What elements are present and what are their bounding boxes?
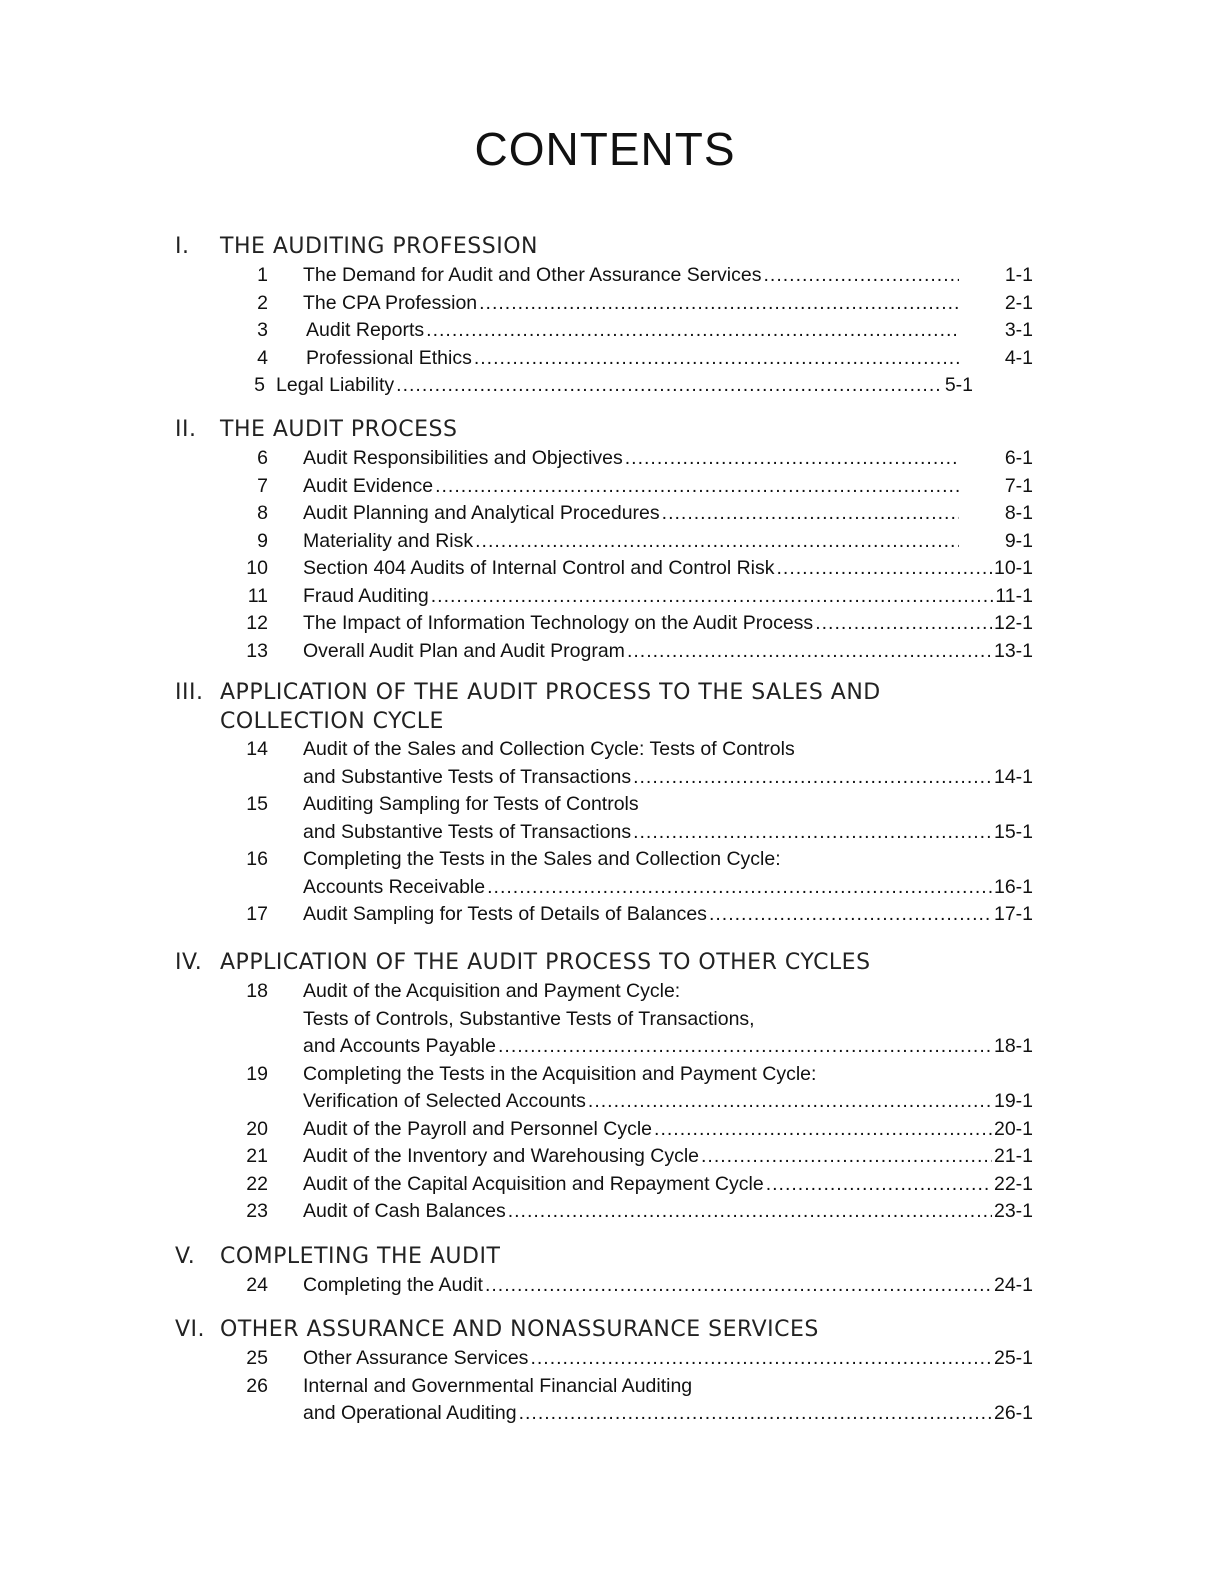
page-number: 4-1 bbox=[1004, 346, 1033, 369]
toc-entry[interactable] bbox=[0, 736, 1224, 791]
chapter-title: Fraud Auditing bbox=[303, 584, 429, 607]
chapter-title: Auditing Sampling for Tests of Controls bbox=[303, 793, 639, 815]
chapter-number: 11 bbox=[247, 584, 268, 607]
page-number: 6-1 bbox=[1004, 447, 1033, 469]
toc-entry[interactable] bbox=[0, 846, 1224, 901]
toc-entry[interactable] bbox=[0, 638, 1224, 666]
chapter-title: Section 404 Audits of Internal Control and Control Risk bbox=[303, 557, 775, 579]
toc-entry[interactable] bbox=[0, 528, 1224, 556]
chapter-number: 15 bbox=[246, 793, 268, 815]
chapter-number: 20 bbox=[246, 1117, 268, 1140]
toc-entry[interactable] bbox=[0, 317, 1224, 345]
dot-leader bbox=[627, 638, 992, 666]
dot-leader bbox=[588, 1088, 992, 1116]
chapter-title-line bbox=[303, 764, 1033, 792]
part-title: THE AUDITING PROFESSION bbox=[220, 234, 538, 259]
page-number: 2-1 bbox=[1004, 291, 1033, 314]
chapter-title: Audit Responsibilities and Objectives bbox=[303, 447, 623, 469]
chapter-title-line bbox=[303, 473, 1033, 501]
part-numeral: IV. bbox=[175, 950, 203, 975]
chapter-number: 23 bbox=[246, 1200, 268, 1222]
page-number: 15-1 bbox=[993, 820, 1033, 843]
page-number: 21-1 bbox=[993, 1145, 1033, 1167]
toc-entry[interactable] bbox=[0, 500, 1224, 528]
chapter-title: Audit Planning and Analytical Procedures bbox=[303, 502, 660, 524]
chapter-title: Audit of the Inventory and Warehousing Cycle bbox=[303, 1145, 699, 1167]
chapter-title-line bbox=[306, 317, 1033, 345]
part-heading bbox=[0, 415, 1224, 445]
chapter-number: 22 bbox=[246, 1172, 268, 1195]
chapter-title: Audit Evidence bbox=[303, 474, 434, 497]
part-heading bbox=[0, 948, 1224, 978]
chapter-title-line bbox=[303, 874, 1033, 902]
dot-leader bbox=[479, 290, 959, 318]
page-number: 12-1 bbox=[993, 612, 1033, 634]
dot-leader bbox=[662, 500, 959, 528]
chapter-number: 12 bbox=[246, 612, 268, 634]
part-title: OTHER ASSURANCE AND NONASSURANCE SERVICES bbox=[220, 1317, 819, 1342]
chapter-number: 7 bbox=[257, 474, 268, 497]
toc-part bbox=[0, 1242, 1224, 1300]
chapter-number: 24 bbox=[246, 1274, 268, 1296]
dot-leader bbox=[508, 1198, 992, 1226]
chapter-number: 14 bbox=[246, 738, 268, 760]
dot-leader bbox=[701, 1143, 992, 1171]
chapter-title: Professional Ethics bbox=[306, 346, 472, 369]
chapter-number: 8 bbox=[257, 502, 268, 524]
toc-entry[interactable] bbox=[0, 372, 1224, 400]
dot-leader bbox=[709, 901, 992, 929]
toc-entry[interactable] bbox=[0, 1143, 1224, 1171]
dot-leader bbox=[519, 1400, 992, 1428]
chapter-title-line bbox=[306, 345, 1033, 373]
toc-entry[interactable] bbox=[0, 473, 1224, 501]
chapter-title: Completing the Tests in the Acquisition and Payment Cycle: bbox=[303, 1062, 817, 1085]
part-heading bbox=[0, 1315, 1224, 1345]
dot-leader bbox=[654, 1116, 992, 1144]
dot-leader bbox=[766, 1171, 992, 1199]
dot-leader bbox=[474, 345, 959, 373]
part-numeral: II. bbox=[175, 417, 197, 442]
toc-entry[interactable] bbox=[0, 583, 1224, 611]
chapter-title: The Impact of Information Technology on the Audit Process bbox=[303, 612, 814, 634]
page-number: 5-1 bbox=[944, 374, 973, 396]
chapter-title: Completing the Audit bbox=[303, 1274, 483, 1296]
toc-part bbox=[0, 415, 1224, 665]
toc-entry[interactable] bbox=[0, 1198, 1224, 1226]
chapter-title-line bbox=[303, 1272, 1033, 1300]
chapter-title: Audit of Cash Balances bbox=[303, 1200, 506, 1222]
page-number: 3-1 bbox=[1004, 319, 1033, 341]
part-numeral: III. bbox=[175, 680, 204, 705]
page-number: 23-1 bbox=[993, 1200, 1033, 1222]
chapter-title-line bbox=[303, 1116, 1033, 1144]
chapter-title: and Substantive Tests of Transactions bbox=[303, 765, 632, 788]
chapter-title: Accounts Receivable bbox=[303, 875, 486, 898]
toc-entry[interactable] bbox=[0, 1345, 1224, 1373]
chapter-title-line bbox=[303, 1345, 1033, 1373]
chapter-number: 6 bbox=[257, 447, 268, 469]
page-title: CONTENTS bbox=[474, 123, 736, 175]
toc-part bbox=[0, 948, 1224, 1226]
dot-leader bbox=[633, 819, 992, 847]
chapter-title-line bbox=[303, 1171, 1033, 1199]
part-heading bbox=[0, 232, 1224, 262]
chapter-number: 26 bbox=[246, 1374, 268, 1397]
part-numeral: V. bbox=[175, 1244, 196, 1269]
chapter-title-line bbox=[303, 901, 1033, 929]
dot-leader bbox=[426, 317, 959, 345]
chapter-number: 16 bbox=[246, 848, 268, 870]
toc-entry[interactable] bbox=[0, 555, 1224, 583]
dot-leader bbox=[498, 1033, 992, 1061]
toc-entry[interactable] bbox=[0, 1171, 1224, 1199]
dot-leader bbox=[396, 372, 943, 400]
dot-leader bbox=[815, 610, 992, 638]
page-number: 11-1 bbox=[995, 584, 1033, 607]
part-numeral: I. bbox=[175, 234, 190, 259]
page-number: 13-1 bbox=[993, 639, 1033, 662]
chapter-title-line bbox=[303, 555, 1033, 583]
page-number: 14-1 bbox=[993, 765, 1033, 788]
chapter-title-line bbox=[303, 638, 1033, 666]
chapter-title: Audit of the Capital Acquisition and Repayment Cycle bbox=[303, 1172, 764, 1195]
page-number: 10-1 bbox=[993, 557, 1033, 579]
chapter-number: 21 bbox=[246, 1145, 268, 1167]
chapter-number: 3 bbox=[257, 319, 268, 341]
chapter-number: 5 bbox=[254, 374, 265, 396]
chapter-title-line bbox=[276, 372, 973, 400]
page-number: 26-1 bbox=[993, 1402, 1033, 1424]
dot-leader bbox=[633, 764, 992, 792]
toc-entry[interactable] bbox=[0, 262, 1224, 290]
dot-leader bbox=[487, 874, 992, 902]
toc-entry[interactable] bbox=[0, 1373, 1224, 1428]
toc-entry[interactable] bbox=[0, 610, 1224, 638]
chapter-number: 10 bbox=[246, 557, 268, 579]
chapter-title-line bbox=[303, 500, 1033, 528]
page-number: 22-1 bbox=[993, 1172, 1033, 1195]
chapter-number: 18 bbox=[246, 980, 268, 1002]
chapter-title-line bbox=[303, 1088, 1033, 1116]
page-number: 24-1 bbox=[993, 1274, 1033, 1296]
chapter-title-line bbox=[303, 528, 1033, 556]
dot-leader bbox=[530, 1345, 992, 1373]
chapter-title: Audit of the Acquisition and Payment Cycle: bbox=[303, 980, 681, 1002]
chapter-title: Audit Sampling for Tests of Details of Balances bbox=[303, 903, 707, 925]
chapter-number: 4 bbox=[257, 346, 268, 369]
toc-entry[interactable] bbox=[0, 1061, 1224, 1116]
toc-part bbox=[0, 678, 1224, 929]
page-number: 8-1 bbox=[1004, 502, 1033, 524]
page-number: 16-1 bbox=[993, 875, 1033, 898]
chapter-number: 1 bbox=[257, 264, 268, 286]
chapter-number: 19 bbox=[246, 1062, 268, 1085]
chapter-title: Legal Liability bbox=[276, 374, 395, 396]
page-number: 25-1 bbox=[993, 1347, 1033, 1369]
toc-entry[interactable] bbox=[0, 901, 1224, 929]
chapter-title: Completing the Tests in the Sales and Collection Cycle: bbox=[303, 848, 781, 870]
chapter-number: 2 bbox=[257, 291, 268, 314]
part-title: COMPLETING THE AUDIT bbox=[220, 1244, 501, 1269]
toc-entry[interactable] bbox=[0, 1272, 1224, 1300]
toc-entry[interactable] bbox=[0, 978, 1224, 1061]
chapter-title: Audit Reports bbox=[306, 319, 425, 341]
chapter-title: Internal and Governmental Financial Auditing bbox=[303, 1374, 693, 1397]
chapter-title-line bbox=[303, 1198, 1033, 1226]
page-number: 19-1 bbox=[993, 1090, 1033, 1112]
chapter-title: Materiality and Risk bbox=[303, 529, 474, 552]
chapter-title-line bbox=[303, 1033, 1033, 1061]
chapter-title-line bbox=[303, 1400, 1033, 1428]
chapter-title-line bbox=[303, 583, 1033, 611]
chapter-title-line bbox=[303, 819, 1033, 847]
page-number: 18-1 bbox=[993, 1035, 1033, 1057]
part-heading bbox=[0, 1242, 1224, 1272]
part-title: APPLICATION OF THE AUDIT PROCESS TO OTHER CYCLES bbox=[220, 950, 871, 975]
dot-leader bbox=[431, 583, 994, 611]
toc-entry[interactable] bbox=[0, 345, 1224, 373]
chapter-title: Audit of the Payroll and Personnel Cycle bbox=[303, 1117, 653, 1140]
dot-leader bbox=[764, 262, 959, 290]
chapter-title: and Accounts Payable bbox=[303, 1035, 496, 1057]
chapter-title-line bbox=[303, 262, 1033, 290]
dot-leader bbox=[485, 1272, 992, 1300]
dot-leader bbox=[777, 555, 992, 583]
toc-entry[interactable] bbox=[0, 1116, 1224, 1144]
chapter-title: Tests of Controls, Substantive Tests of Transactions, bbox=[303, 1007, 755, 1030]
page-number: 1-1 bbox=[1004, 264, 1033, 286]
part-title: THE AUDIT PROCESS bbox=[220, 417, 458, 442]
part-numeral: VI. bbox=[175, 1317, 206, 1342]
chapter-title: Overall Audit Plan and Audit Program bbox=[303, 639, 625, 662]
page-number: 7-1 bbox=[1004, 474, 1033, 497]
chapter-title: Verification of Selected Accounts bbox=[303, 1090, 586, 1112]
part-heading bbox=[0, 678, 1224, 736]
chapter-title: and Substantive Tests of Transactions bbox=[303, 820, 632, 843]
chapter-title-line bbox=[303, 290, 1033, 318]
toc-entry[interactable] bbox=[0, 445, 1224, 473]
chapter-number: 13 bbox=[246, 639, 268, 662]
toc-part bbox=[0, 232, 1224, 400]
dot-leader bbox=[625, 445, 959, 473]
toc-entry[interactable] bbox=[0, 290, 1224, 318]
page-number: 20-1 bbox=[993, 1117, 1033, 1140]
chapter-number: 9 bbox=[257, 529, 268, 552]
chapter-title: The CPA Profession bbox=[303, 291, 478, 314]
chapter-title-line bbox=[303, 445, 1033, 473]
chapter-title: The Demand for Audit and Other Assurance Services bbox=[303, 264, 762, 286]
page-number: 17-1 bbox=[993, 903, 1033, 925]
toc-entry[interactable] bbox=[0, 791, 1224, 846]
chapter-number: 17 bbox=[246, 903, 268, 925]
chapter-title-line bbox=[303, 1143, 1033, 1171]
chapter-title: and Operational Auditing bbox=[303, 1402, 517, 1424]
chapter-title: Other Assurance Services bbox=[303, 1347, 529, 1369]
chapter-title: Audit of the Sales and Collection Cycle: Tests of Controls bbox=[303, 738, 795, 760]
page-number: 9-1 bbox=[1004, 529, 1033, 552]
dot-leader bbox=[475, 528, 959, 556]
dot-leader bbox=[435, 473, 959, 501]
chapter-title-line bbox=[303, 610, 1033, 638]
chapter-number: 25 bbox=[246, 1347, 268, 1369]
part-title: APPLICATION OF THE AUDIT PROCESS TO THE SALES AND COLLECTION CYCLE bbox=[220, 680, 881, 734]
toc-part bbox=[0, 1315, 1224, 1428]
